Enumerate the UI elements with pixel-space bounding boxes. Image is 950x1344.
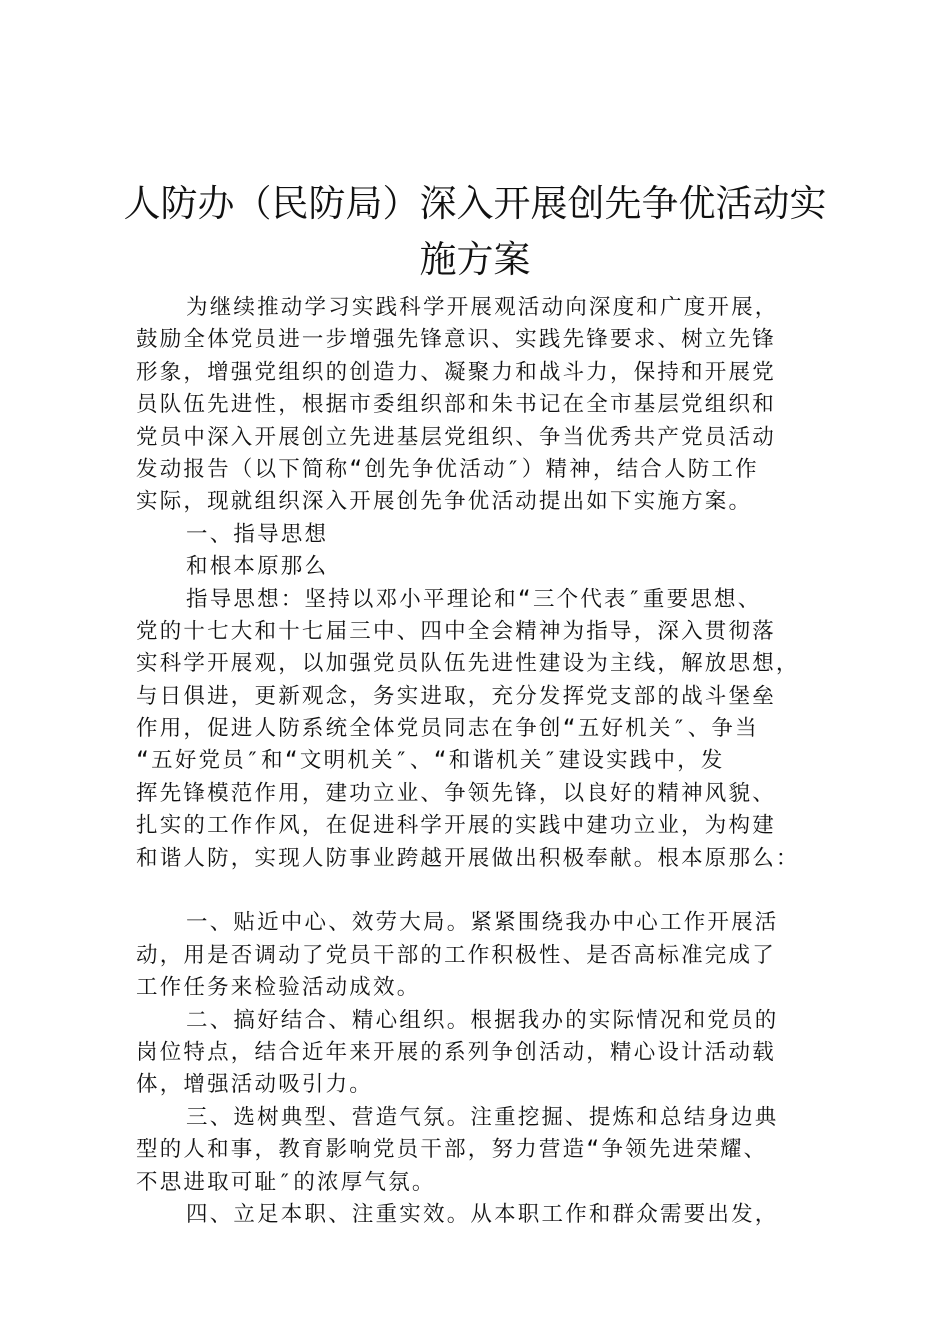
blank-line [136, 875, 826, 907]
paragraph-line: 一、贴近中心、效劳大局。紧紧围绕我办中心工作开展活 [186, 910, 779, 936]
paragraph-line: 动，用是否调动了党员干部的工作积极性、是否高标准完成了 [136, 942, 776, 968]
paragraph-line: 为继续推动学习实践科学开展观活动向深度和广度开展， [186, 295, 779, 320]
paragraph-line: 作用，促进人防系统全体党员同志在争创“五好机关″、争当 [136, 716, 759, 742]
paragraph-line: 和谐人防，实现人防事业跨越开展做出积极奉献。根本原那么： [136, 845, 800, 871]
paragraph-line: 型的人和事，教育影响党员干部，努力营造“争领先进荣耀、 [136, 1137, 768, 1163]
document-title-line-2: 施方案 [419, 238, 531, 281]
paragraph-line: 体，增强活动吸引力。 [136, 1072, 374, 1098]
paragraph-line: 岗位特点，结合近年来开展的系列争创活动，精心设计活动载 [136, 1039, 776, 1065]
document-body [136, 292, 826, 1231]
document-title-line-1: 人防办（民防局）深入开展创先争优活动实 [123, 182, 827, 225]
paragraph-line: 三、选树典型、营造气氛。注重挖掘、提炼和总结身边典 [186, 1104, 779, 1130]
paragraph-line: 实科学开展观，以加强党员队伍先进性建设为主线，解放思想， [136, 651, 800, 677]
paragraph-line: “五好党员″和“文明机关″、“和谐机关″建设实践中，发 [136, 748, 725, 774]
paragraph-line: 扎实的工作作风，在促进科学开展的实践中建功立业，为构建 [136, 813, 776, 839]
paragraph-line: 鼓励全体党员进一步增强先锋意识、实践先锋要求、树立先锋 [136, 327, 776, 353]
section-heading: 一、指导思想 [186, 521, 329, 547]
paragraph-line: 与日俱进，更新观念，务实进取，充分发挥党支部的战斗堡垒 [136, 683, 776, 709]
paragraph-line: 形象，增强党组织的创造力、凝聚力和战斗力，保持和开展党 [136, 359, 776, 385]
paragraph-line: 指导思想：坚持以邓小平理论和“三个代表″重要思想、 [186, 586, 762, 612]
section-heading: 和根本原那么 [186, 554, 329, 580]
paragraph-line: 党的十七大和十七届三中、四中全会精神为指导，深入贯彻落 [136, 618, 776, 644]
paragraph-line: 四、立足本职、注重实效。从本职工作和群众需要出发， [186, 1201, 779, 1227]
paragraph-line: 不思进取可耻″的浓厚气氛。 [136, 1169, 436, 1195]
paragraph-line: 员队伍先进性，根据市委组织部和朱书记在全市基层党组织和 [136, 392, 776, 418]
paragraph-line: 发动报告（以下简称“创先争优活动″）精神，结合人防工作 [136, 456, 759, 482]
paragraph-line: 实际，现就组织深入开展创先争优活动提出如下实施方案。 [136, 489, 753, 515]
paragraph-line: 党员中深入开展创立先进基层党组织、争当优秀共产党员活动 [136, 424, 776, 450]
paragraph-line: 二、搞好结合、精心组织。根据我办的实际情况和党员的 [186, 1007, 779, 1033]
paragraph-line: 工作任务来检验活动成效。 [136, 975, 421, 1001]
paragraph-line: 挥先锋模范作用，建功立业、争领先锋，以良好的精神风貌、 [136, 780, 776, 806]
